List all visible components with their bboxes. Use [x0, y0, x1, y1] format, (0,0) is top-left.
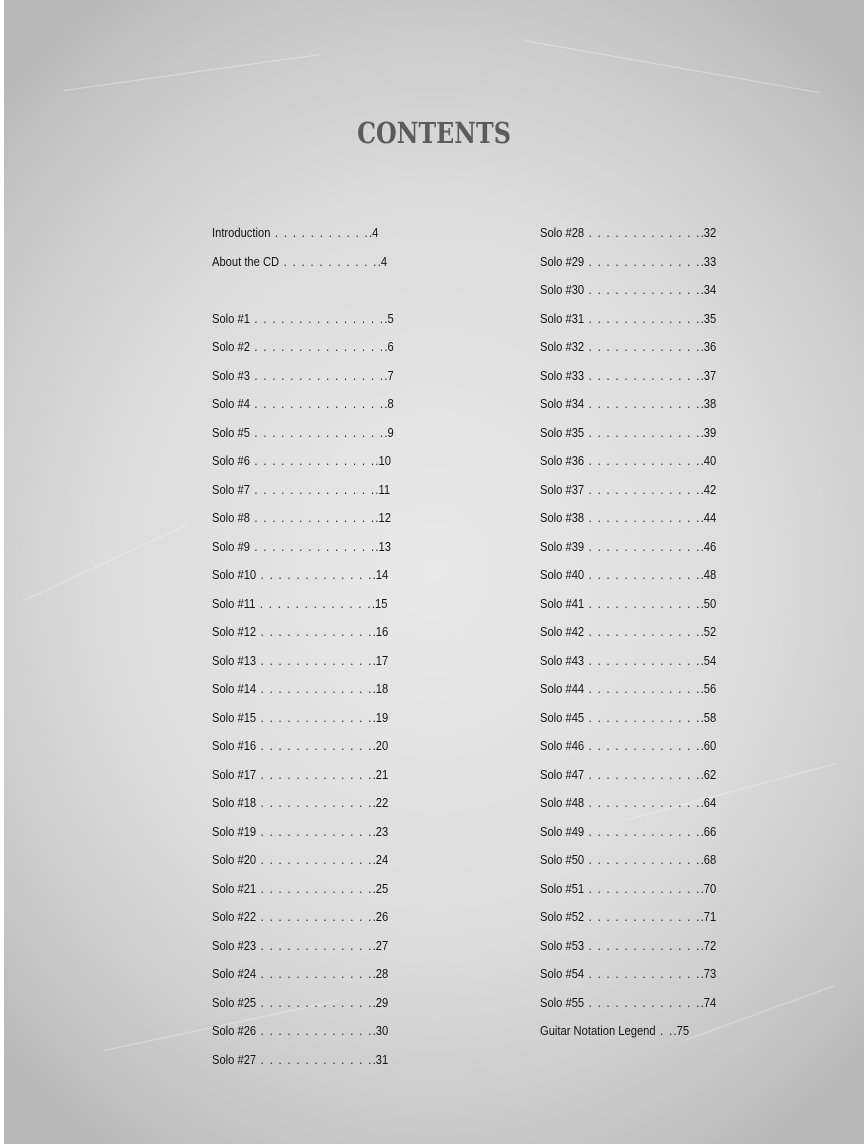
- toc-entry: [540, 504, 717, 533]
- toc-entry-label: Solo #13: [212, 652, 257, 668]
- toc-entry-page: 26: [375, 909, 389, 924]
- toc-entry-page: 46: [703, 538, 717, 554]
- toc-entry-page: 35: [703, 310, 717, 326]
- toc-entry-label: Solo #20: [212, 852, 257, 867]
- toc-entry-page: 27: [375, 937, 389, 953]
- toc-entry: [212, 618, 389, 647]
- toc-entry-label: Solo #14: [212, 681, 257, 696]
- toc-entry-page: 20: [375, 738, 389, 753]
- toc-entry-page: 33: [703, 253, 717, 269]
- toc-entry-label: Solo #4: [212, 396, 250, 411]
- toc-entry-page: 15: [374, 595, 388, 611]
- toc-entry-page: 62: [703, 766, 717, 782]
- toc-entry-dot: .: [700, 310, 704, 326]
- toc-entry-leader: . . . . . . . . . . . . .: [256, 766, 373, 782]
- toc-entry-page: 58: [703, 709, 717, 725]
- toc-entry-page: 71: [703, 909, 717, 924]
- toc-entry-leader: . . . . . . . . . . . . .: [584, 624, 701, 639]
- toc-entry-leader: . . . . . . . . . . . . . .: [249, 538, 376, 554]
- toc-entry-dot: .: [372, 909, 376, 924]
- toc-entry: [212, 561, 389, 590]
- toc-entry-dot: .: [375, 538, 379, 554]
- toc-entry-label: Solo #22: [212, 909, 257, 924]
- toc-entry-dot: .: [700, 595, 704, 611]
- toc-entry: [212, 732, 389, 761]
- toc-entry-dot: .: [372, 1023, 376, 1038]
- toc-entry: [540, 590, 717, 619]
- toc-entry-dot: .: [700, 282, 704, 297]
- toc-entry-dot: .: [700, 966, 704, 981]
- toc-entry-label: Guitar Notation Legend: [540, 1023, 656, 1038]
- toc-entry: [540, 561, 717, 590]
- toc-entry-leader: . . . . . . . . . . . . .: [256, 880, 373, 896]
- toc-entry-dot: .: [375, 453, 379, 468]
- toc-entry-leader: . . . . . . . . . . . . .: [584, 909, 701, 924]
- toc-entry-label: Solo #25: [212, 994, 257, 1010]
- toc-column-left: [212, 219, 392, 1074]
- toc-entry-leader: . . . . . . . . . . . . .: [256, 852, 373, 867]
- toc-entry-leader: . . . . . . . . . . . . . .: [249, 453, 376, 468]
- toc-entry-leader: . . . . . . . . . . . . . . .: [249, 424, 385, 440]
- toc-entry-page: 50: [703, 595, 717, 611]
- toc-entry-leader: . . . . . . . . . . . . .: [584, 453, 701, 468]
- toc-entry-page: 37: [703, 367, 717, 383]
- toc-entry-label: Solo #3: [212, 367, 250, 383]
- toc-entry-label: Solo #27: [212, 1051, 257, 1067]
- toc-entry-label: Solo #47: [540, 766, 585, 782]
- toc-entry-label: Solo #17: [212, 766, 257, 782]
- toc-entry-page: 12: [378, 510, 391, 525]
- contents-page: [4, 0, 864, 1144]
- toc-entry-leader: . . . . . . . . . . . . . . .: [249, 310, 385, 326]
- toc-entry-page: 34: [703, 282, 717, 297]
- toc-entry-leader: . . . . . . . . . . . . .: [584, 966, 701, 981]
- toc-entry-page: 4: [372, 225, 379, 240]
- toc-entry-label: Solo #26: [212, 1023, 257, 1038]
- toc-entry-page: 66: [703, 823, 717, 839]
- toc-entry-leader: . . . . . . . . . . . . .: [256, 823, 373, 839]
- toc-entry-dot: .: [371, 595, 375, 611]
- toc-entry-leader: . . . . . . . . . . . . .: [584, 396, 701, 411]
- toc-entry-dot: .: [700, 225, 704, 240]
- toc-entry-page: 38: [703, 396, 717, 411]
- toc-entry-page: 74: [703, 994, 717, 1010]
- toc-entry: [212, 789, 389, 818]
- toc-entry-dot: .: [700, 738, 704, 753]
- paper-scratch: [24, 524, 188, 601]
- toc-entry: [212, 704, 389, 733]
- toc-entry: [212, 533, 391, 562]
- toc-entry-page: 10: [378, 453, 391, 468]
- toc-entry-label: Solo #41: [540, 595, 585, 611]
- toc-entry-dot: .: [700, 396, 704, 411]
- toc-entry-leader: . . . . . . . . . . . . .: [256, 738, 373, 753]
- toc-entry-label: About the CD: [212, 253, 280, 269]
- toc-entry-dot: .: [372, 823, 376, 839]
- toc-entry-dot: .: [700, 880, 704, 896]
- toc-entry-dot: .: [375, 481, 379, 497]
- toc-entry-dot: .: [700, 339, 704, 354]
- toc-entry-label: Solo #12: [212, 624, 257, 639]
- toc-entry: [540, 390, 717, 419]
- toc-entry-leader: . . . . . . . . . . . . .: [584, 852, 701, 867]
- toc-entry: [540, 818, 717, 847]
- toc-entry: [212, 219, 379, 248]
- toc-entry-leader: . . . . . . . . . . . . .: [584, 339, 701, 354]
- toc-entry-leader: . . . . . . . . . . . . . .: [249, 510, 376, 525]
- toc-entry-label: Solo #34: [540, 396, 585, 411]
- toc-entry: [540, 276, 717, 305]
- toc-entry-dot: .: [372, 624, 376, 639]
- toc-entry-dot: .: [372, 681, 376, 696]
- toc-entry-dot: .: [700, 709, 704, 725]
- toc-entry-leader: . . . . . . . . . . . . .: [584, 994, 701, 1010]
- toc-entry-page: 11: [378, 481, 391, 497]
- toc-entry-label: Solo #49: [540, 823, 585, 839]
- toc-entry-label: Solo #21: [212, 880, 257, 896]
- toc-entry-label: Solo #36: [540, 453, 585, 468]
- toc-entry-dot: .: [372, 652, 376, 668]
- toc-entry: [540, 219, 717, 248]
- toc-entry-label: Solo #39: [540, 538, 585, 554]
- toc-entry-label: Solo #46: [540, 738, 585, 753]
- toc-entry-dot: .: [673, 1023, 677, 1038]
- toc-entry-page: 22: [375, 795, 389, 810]
- toc-entry-label: Solo #18: [212, 795, 257, 810]
- toc-entry: [212, 875, 389, 904]
- toc-entry-dot: .: [700, 909, 704, 924]
- paper-scratch: [64, 54, 322, 91]
- toc-entry-label: Solo #5: [212, 424, 250, 440]
- toc-entry-page: 4: [380, 253, 388, 269]
- toc-entry-label: Solo #51: [540, 880, 585, 896]
- toc-entry-leader: . . . . . . . . . . . . .: [584, 595, 701, 611]
- toc-entry-label: Solo #19: [212, 823, 257, 839]
- toc-entry-label: Solo #43: [540, 652, 585, 668]
- toc-entry-leader: . . . . . . . . . . . . .: [256, 795, 373, 810]
- toc-entry-page: 6: [387, 339, 394, 354]
- toc-entry-dot: .: [375, 510, 379, 525]
- toc-entry: [540, 333, 717, 362]
- toc-entry-leader: . . . . . . . . . . . . . . .: [249, 339, 385, 354]
- toc-entry-leader: . .: [655, 1023, 674, 1038]
- toc-entry-label: Solo #30: [540, 282, 585, 297]
- toc-entry: [540, 533, 717, 562]
- toc-entry: [540, 675, 717, 704]
- toc-entry: [540, 732, 717, 761]
- toc-entry: [212, 476, 391, 505]
- toc-spacer: [212, 276, 367, 305]
- toc-entry-page: 8: [387, 396, 394, 411]
- toc-entry-page: 25: [375, 880, 389, 896]
- toc-entry-dot: .: [384, 310, 388, 326]
- toc-entry: [212, 932, 389, 961]
- toc-entry: [540, 1017, 695, 1046]
- toc-entry-leader: . . . . . . . . . . . . .: [584, 225, 701, 240]
- toc-entry-leader: . . . . . . . . . . . . .: [584, 510, 701, 525]
- toc-entry-page: 42: [703, 481, 717, 497]
- toc-entry: [540, 989, 717, 1018]
- toc-entry-page: 31: [375, 1051, 389, 1067]
- toc-entry-label: Solo #29: [540, 253, 585, 269]
- toc-entry-page: 39: [703, 424, 717, 440]
- toc-entry-dot: .: [384, 339, 388, 354]
- toc-entry-leader: . . . . . . . . . . . . .: [584, 253, 701, 269]
- toc-entry-dot: .: [700, 852, 704, 867]
- toc-entry-dot: .: [372, 937, 376, 953]
- toc-entry-label: Solo #2: [212, 339, 250, 354]
- toc-entry-page: 48: [703, 567, 717, 582]
- toc-entry-page: 32: [703, 225, 717, 240]
- toc-entry-label: Solo #54: [540, 966, 585, 981]
- toc-entry-label: Solo #53: [540, 937, 585, 953]
- toc-entry-leader: . . . . . . . . . . . . .: [584, 709, 701, 725]
- toc-entry-page: 68: [703, 852, 717, 867]
- toc-entry-leader: . . . . . . . . . . . . .: [256, 652, 373, 668]
- toc-entry-label: Solo #33: [540, 367, 585, 383]
- toc-column-right: [540, 219, 720, 1046]
- toc-entry-dot: .: [377, 253, 381, 269]
- toc-entry: [212, 590, 388, 619]
- toc-entry-label: Solo #11: [212, 595, 256, 611]
- toc-entry: [540, 362, 717, 391]
- toc-entry-leader: . . . . . . . . . . . . .: [584, 424, 701, 440]
- toc-entry-page: 23: [375, 823, 389, 839]
- toc-entry: [540, 447, 717, 476]
- toc-entry-leader: . . . . . . . . . . . . .: [256, 937, 373, 953]
- toc-entry-label: Solo #8: [212, 510, 250, 525]
- toc-entry: [540, 932, 717, 961]
- toc-entry-label: Solo #48: [540, 795, 585, 810]
- toc-entry-dot: .: [700, 510, 704, 525]
- toc-entry: [540, 761, 717, 790]
- toc-entry: [540, 305, 717, 334]
- toc-entry-dot: .: [372, 709, 376, 725]
- toc-entry-page: 64: [703, 795, 717, 810]
- toc-entry-label: Solo #31: [540, 310, 585, 326]
- toc-entry: [212, 333, 394, 362]
- toc-entry-dot: .: [700, 766, 704, 782]
- toc-entry-label: Introduction: [212, 225, 271, 240]
- toc-entry: [212, 761, 389, 790]
- toc-entry-dot: .: [700, 367, 704, 383]
- toc-entry-dot: .: [384, 396, 388, 411]
- toc-entry-page: 16: [375, 624, 389, 639]
- toc-entry-leader: . . . . . . . . . . . . .: [255, 595, 372, 611]
- toc-entry-leader: . . . . . . . . . . . . .: [584, 567, 701, 582]
- toc-entry-leader: . . . . . . . . . . . . . .: [249, 481, 376, 497]
- toc-entry-page: 70: [703, 880, 717, 896]
- toc-entry-page: 72: [703, 937, 717, 953]
- toc-entry-dot: .: [700, 567, 704, 582]
- toc-entry-page: 14: [375, 567, 389, 582]
- toc-entry-label: Solo #42: [540, 624, 585, 639]
- toc-entry-leader: . . . . . . . . . . .: [279, 253, 378, 269]
- toc-entry-dot: .: [384, 424, 388, 440]
- toc-entry-page: 52: [703, 624, 717, 639]
- toc-entry-label: Solo #15: [212, 709, 257, 725]
- toc-entry-dot: .: [700, 994, 704, 1010]
- toc-entry-label: Solo #1: [212, 310, 250, 326]
- toc-entry-leader: . . . . . . . . . . . . .: [584, 652, 701, 668]
- toc-entry-page: 73: [703, 966, 717, 981]
- toc-entry-label: Solo #24: [212, 966, 257, 981]
- toc-entry-page: 13: [378, 538, 391, 554]
- toc-entry-page: 21: [375, 766, 389, 782]
- toc-entry-page: 28: [375, 966, 389, 981]
- toc-entry-dot: .: [700, 624, 704, 639]
- toc-entry: [212, 305, 394, 334]
- toc-entry-dot: .: [384, 367, 388, 383]
- toc-entry-dot: .: [700, 652, 704, 668]
- toc-entry-label: Solo #6: [212, 453, 250, 468]
- toc-entry-leader: . . . . . . . . . . . . . . .: [249, 367, 385, 383]
- toc-entry-leader: . . . . . . . . . . . . .: [584, 481, 701, 497]
- toc-entry-leader: . . . . . . . . . . . . .: [256, 966, 373, 981]
- toc-entry-page: 44: [703, 510, 717, 525]
- toc-entry-label: Solo #55: [540, 994, 585, 1010]
- toc-entry-label: Solo #52: [540, 909, 585, 924]
- toc-entry-leader: . . . . . . . . . . .: [270, 225, 370, 240]
- toc-entry-dot: .: [369, 225, 373, 240]
- toc-entry: [212, 846, 389, 875]
- toc-entry-page: 5: [387, 310, 394, 326]
- toc-entry-label: Solo #32: [540, 339, 585, 354]
- toc-entry-leader: . . . . . . . . . . . . .: [256, 1051, 373, 1067]
- toc-entry-leader: . . . . . . . . . . . . .: [256, 624, 373, 639]
- toc-entry: [212, 248, 388, 277]
- toc-entry: [212, 390, 394, 419]
- toc-entry: [540, 846, 717, 875]
- toc-entry-page: 29: [375, 994, 389, 1010]
- toc-entry-label: Solo #16: [212, 738, 257, 753]
- toc-entry-leader: . . . . . . . . . . . . .: [256, 681, 373, 696]
- toc-entry: [212, 647, 389, 676]
- toc-entry-page: 75: [676, 1023, 690, 1038]
- toc-entry: [212, 675, 389, 704]
- toc-entry-page: 7: [387, 367, 394, 383]
- toc-entry-leader: . . . . . . . . . . . . .: [256, 909, 373, 924]
- toc-entry-dot: .: [700, 823, 704, 839]
- toc-entry-leader: . . . . . . . . . . . . .: [584, 282, 701, 297]
- toc-entry: [540, 875, 717, 904]
- toc-entry: [540, 789, 717, 818]
- toc-entry-page: 36: [703, 339, 717, 354]
- toc-entry-dot: .: [700, 481, 704, 497]
- toc-entry-label: Solo #45: [540, 709, 585, 725]
- toc-entry-dot: .: [372, 852, 376, 867]
- toc-entry: [212, 1046, 389, 1075]
- toc-entry-leader: . . . . . . . . . . . . . . .: [249, 396, 385, 411]
- toc-entry-leader: . . . . . . . . . . . . .: [584, 538, 701, 554]
- toc-entry-leader: . . . . . . . . . . . . .: [584, 880, 701, 896]
- toc-entry-label: Solo #10: [212, 567, 257, 582]
- toc-entry-page: 24: [375, 852, 389, 867]
- toc-entry-dot: .: [372, 966, 376, 981]
- toc-entry: [212, 504, 391, 533]
- toc-entry-dot: .: [700, 795, 704, 810]
- toc-entry-label: Solo #37: [540, 481, 585, 497]
- toc-entry-dot: .: [372, 567, 376, 582]
- toc-entry: [212, 960, 389, 989]
- toc-entry-leader: . . . . . . . . . . . . .: [584, 310, 701, 326]
- toc-entry-dot: .: [372, 795, 376, 810]
- toc-entry: [212, 1017, 389, 1046]
- toc-entry-page: 18: [375, 681, 389, 696]
- toc-entry: [540, 248, 717, 277]
- toc-entry-label: Solo #40: [540, 567, 585, 582]
- toc-entry: [212, 818, 389, 847]
- toc-entry-page: 19: [375, 709, 389, 725]
- toc-entry: [540, 903, 717, 932]
- toc-entry-leader: . . . . . . . . . . . . .: [584, 823, 701, 839]
- toc-entry-leader: . . . . . . . . . . . . .: [256, 994, 373, 1010]
- toc-entry: [212, 903, 389, 932]
- toc-entry: [212, 362, 394, 391]
- toc-entry-label: Solo #28: [540, 225, 585, 240]
- toc-entry-label: Solo #50: [540, 852, 585, 867]
- page-title: CONTENTS: [357, 116, 511, 150]
- toc-entry-leader: . . . . . . . . . . . . .: [584, 738, 701, 753]
- toc-entry-leader: . . . . . . . . . . . . .: [584, 681, 701, 696]
- toc-entry-page: 30: [375, 1023, 389, 1038]
- toc-entry-dot: .: [700, 424, 704, 440]
- toc-entry-page: 40: [703, 453, 717, 468]
- toc-entry-label: Solo #38: [540, 510, 585, 525]
- toc-entry: [212, 447, 391, 476]
- toc-entry-leader: . . . . . . . . . . . . .: [584, 766, 701, 782]
- toc-entry: [540, 476, 717, 505]
- toc-entry-leader: . . . . . . . . . . . . .: [256, 709, 373, 725]
- toc-entry-page: 17: [375, 652, 389, 668]
- toc-entry-label: Solo #35: [540, 424, 585, 440]
- toc-entry-leader: . . . . . . . . . . . . .: [584, 937, 701, 953]
- toc-entry-dot: .: [372, 1051, 376, 1067]
- toc-entry-label: Solo #23: [212, 937, 257, 953]
- toc-entry-page: 56: [703, 681, 717, 696]
- toc-entry-leader: . . . . . . . . . . . . .: [584, 367, 701, 383]
- toc-entry-dot: .: [700, 937, 704, 953]
- toc-entry-label: Solo #9: [212, 538, 250, 554]
- toc-entry: [212, 989, 389, 1018]
- toc-entry-label: Solo #44: [540, 681, 585, 696]
- toc-entry: [540, 419, 717, 448]
- toc-entry-dot: .: [372, 738, 376, 753]
- toc-entry-page: 60: [703, 738, 717, 753]
- toc-entry: [540, 704, 717, 733]
- toc-entry-page: 54: [703, 652, 717, 668]
- toc-entry: [540, 647, 717, 676]
- toc-entry-page: 9: [387, 424, 394, 440]
- toc-entry-dot: .: [700, 681, 704, 696]
- toc-entry-label: Solo #7: [212, 481, 250, 497]
- toc-entry: [212, 419, 394, 448]
- toc-entry: [540, 960, 717, 989]
- toc-entry-dot: .: [700, 253, 704, 269]
- toc-entry-dot: .: [700, 453, 704, 468]
- toc-entry-leader: . . . . . . . . . . . . .: [584, 795, 701, 810]
- toc-entry-dot: .: [372, 880, 376, 896]
- paper-scratch: [524, 40, 820, 93]
- toc-entry-leader: . . . . . . . . . . . . .: [256, 567, 373, 582]
- toc-entry-dot: .: [372, 994, 376, 1010]
- toc-entry-leader: . . . . . . . . . . . . .: [256, 1023, 373, 1038]
- toc-entry: [540, 618, 717, 647]
- toc-entry-dot: .: [700, 538, 704, 554]
- toc-entry-dot: .: [372, 766, 376, 782]
